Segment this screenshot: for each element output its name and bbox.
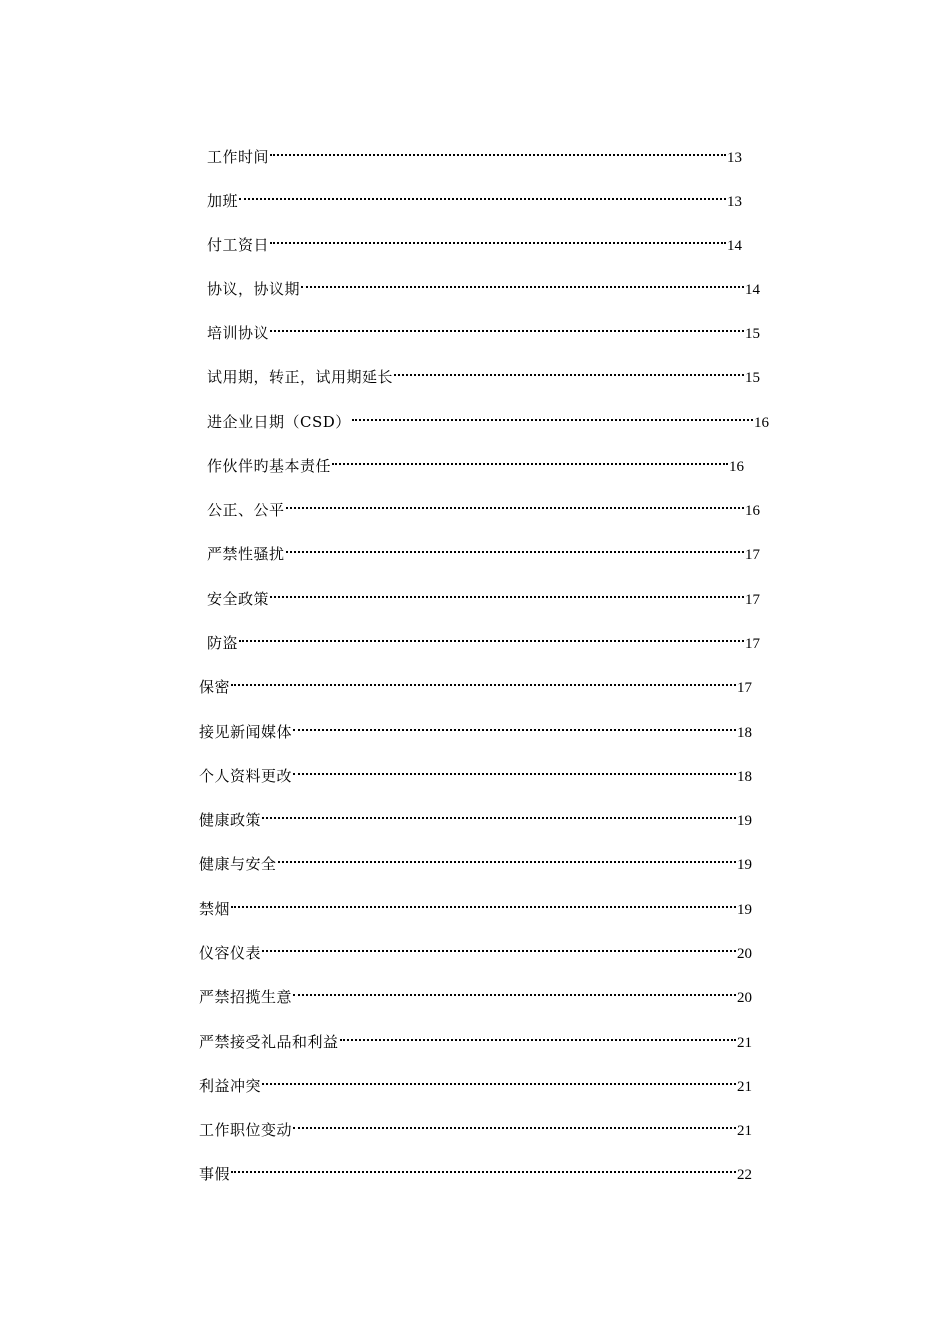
toc-dot-leader bbox=[270, 138, 726, 162]
toc-entry-title: 严禁招揽生意 bbox=[199, 988, 293, 1006]
toc-entry[interactable] bbox=[199, 757, 752, 785]
toc-entry[interactable] bbox=[207, 182, 742, 210]
toc-entry-title: 防盗 bbox=[207, 634, 239, 652]
toc-entry[interactable] bbox=[199, 1067, 752, 1095]
toc-entry[interactable] bbox=[199, 890, 752, 918]
toc-entry-title: 协议，协议期 bbox=[207, 280, 301, 298]
toc-entry-title: 健康与安全 bbox=[199, 855, 277, 873]
toc-entry-title: 健康政策 bbox=[199, 811, 262, 829]
toc-entry-page: 15 bbox=[745, 370, 760, 386]
toc-entry-title: 培训协议 bbox=[207, 324, 270, 342]
toc-entry-page: 19 bbox=[737, 857, 752, 873]
toc-entry-title: 公正、公平 bbox=[207, 501, 285, 519]
toc-entry-title: 作伙伴旳基本责任 bbox=[207, 457, 332, 475]
toc-entry-page: 18 bbox=[737, 725, 752, 741]
toc-entry[interactable] bbox=[199, 801, 752, 829]
toc-entry[interactable] bbox=[207, 138, 742, 166]
toc-entry-page: 17 bbox=[745, 592, 760, 608]
toc-entry-page: 17 bbox=[745, 636, 760, 652]
toc-entry-page: 22 bbox=[737, 1167, 752, 1183]
toc-entry-page: 16 bbox=[754, 415, 769, 431]
toc-entry-page: 15 bbox=[745, 326, 760, 342]
toc-entry-page: 19 bbox=[737, 813, 752, 829]
toc-entry[interactable] bbox=[199, 934, 752, 962]
toc-entry-page: 17 bbox=[745, 547, 760, 563]
toc-entry[interactable] bbox=[199, 668, 752, 696]
toc-entry[interactable] bbox=[199, 1111, 752, 1139]
toc-entry-page: 13 bbox=[727, 194, 742, 210]
toc-entry-title: 付工资日 bbox=[207, 236, 270, 254]
toc-entry[interactable] bbox=[207, 226, 742, 254]
toc-entry-title: 试用期，转正，试用期延长 bbox=[207, 368, 394, 386]
toc-dot-leader bbox=[301, 270, 744, 294]
toc-dot-leader bbox=[231, 890, 736, 914]
toc-entry[interactable] bbox=[199, 845, 752, 873]
toc-dot-leader bbox=[332, 447, 728, 471]
toc-entry[interactable] bbox=[207, 314, 760, 342]
toc-entry[interactable] bbox=[207, 358, 760, 386]
toc-entry[interactable] bbox=[207, 447, 744, 475]
toc-entry[interactable] bbox=[199, 1023, 752, 1051]
toc-entry-title: 禁烟 bbox=[199, 900, 231, 918]
toc-entry-title: 工作职位变动 bbox=[199, 1121, 293, 1139]
toc-entry[interactable] bbox=[199, 1155, 752, 1183]
toc-entry-page: 13 bbox=[727, 150, 742, 166]
toc-entry[interactable] bbox=[207, 580, 760, 608]
toc-dot-leader bbox=[293, 1111, 736, 1135]
toc-dot-leader bbox=[262, 801, 736, 825]
toc-entry-title: 个人资料更改 bbox=[199, 767, 293, 785]
toc-dot-leader bbox=[239, 182, 726, 206]
toc-entry-page: 19 bbox=[737, 902, 752, 918]
toc-dot-leader bbox=[231, 668, 736, 692]
toc-dot-leader bbox=[286, 535, 744, 559]
toc-entry-title: 严禁性骚扰 bbox=[207, 545, 285, 563]
toc-entry-page: 20 bbox=[737, 946, 752, 962]
toc-dot-leader bbox=[270, 314, 744, 338]
toc-entry-page: 21 bbox=[737, 1035, 752, 1051]
toc-entry-title: 接见新闻媒体 bbox=[199, 723, 293, 741]
toc-entry-title: 保密 bbox=[199, 678, 231, 696]
toc-dot-leader bbox=[262, 934, 736, 958]
toc-entry-title: 安全政策 bbox=[207, 590, 270, 608]
toc-entry-title: 仪容仪表 bbox=[199, 944, 262, 962]
toc-entry[interactable] bbox=[199, 713, 752, 741]
toc-entry-page: 21 bbox=[737, 1123, 752, 1139]
toc-entry[interactable] bbox=[207, 403, 769, 431]
toc-entry[interactable] bbox=[199, 978, 752, 1006]
toc-dot-leader bbox=[231, 1155, 736, 1179]
toc-entry[interactable] bbox=[207, 624, 760, 652]
toc-dot-leader bbox=[239, 624, 744, 648]
toc-entry-title: 利益冲突 bbox=[199, 1077, 262, 1095]
toc-entry-page: 16 bbox=[745, 503, 760, 519]
toc-entry-page: 18 bbox=[737, 769, 752, 785]
toc-entry-title: 工作时间 bbox=[207, 148, 270, 166]
toc-dot-leader bbox=[394, 358, 744, 382]
toc-entry[interactable] bbox=[207, 491, 760, 519]
toc-entry-page: 16 bbox=[729, 459, 744, 475]
toc-dot-leader bbox=[286, 491, 744, 515]
toc-dot-leader bbox=[270, 226, 726, 250]
toc-dot-leader bbox=[293, 978, 736, 1002]
toc-entry-page: 17 bbox=[737, 680, 752, 696]
toc-dot-leader bbox=[278, 845, 736, 869]
toc-entry-title: 事假 bbox=[199, 1165, 231, 1183]
toc-dot-leader bbox=[340, 1023, 736, 1047]
toc-dot-leader bbox=[293, 713, 736, 737]
toc-dot-leader bbox=[270, 580, 744, 604]
toc-entry-page: 21 bbox=[737, 1079, 752, 1095]
toc-entry-title: 进企业日期（CSD） bbox=[207, 413, 351, 431]
toc-entry-page: 14 bbox=[745, 282, 760, 298]
toc-dot-leader bbox=[293, 757, 736, 781]
toc-entry-page: 20 bbox=[737, 990, 752, 1006]
toc-entry-title: 严禁接受礼品和利益 bbox=[199, 1033, 339, 1051]
toc-entry-title: 加班 bbox=[207, 192, 239, 210]
toc-entry[interactable] bbox=[207, 270, 760, 298]
toc-dot-leader bbox=[352, 403, 753, 427]
toc-entry-page: 14 bbox=[727, 238, 742, 254]
toc-entry[interactable] bbox=[207, 535, 760, 563]
toc-dot-leader bbox=[262, 1067, 736, 1091]
